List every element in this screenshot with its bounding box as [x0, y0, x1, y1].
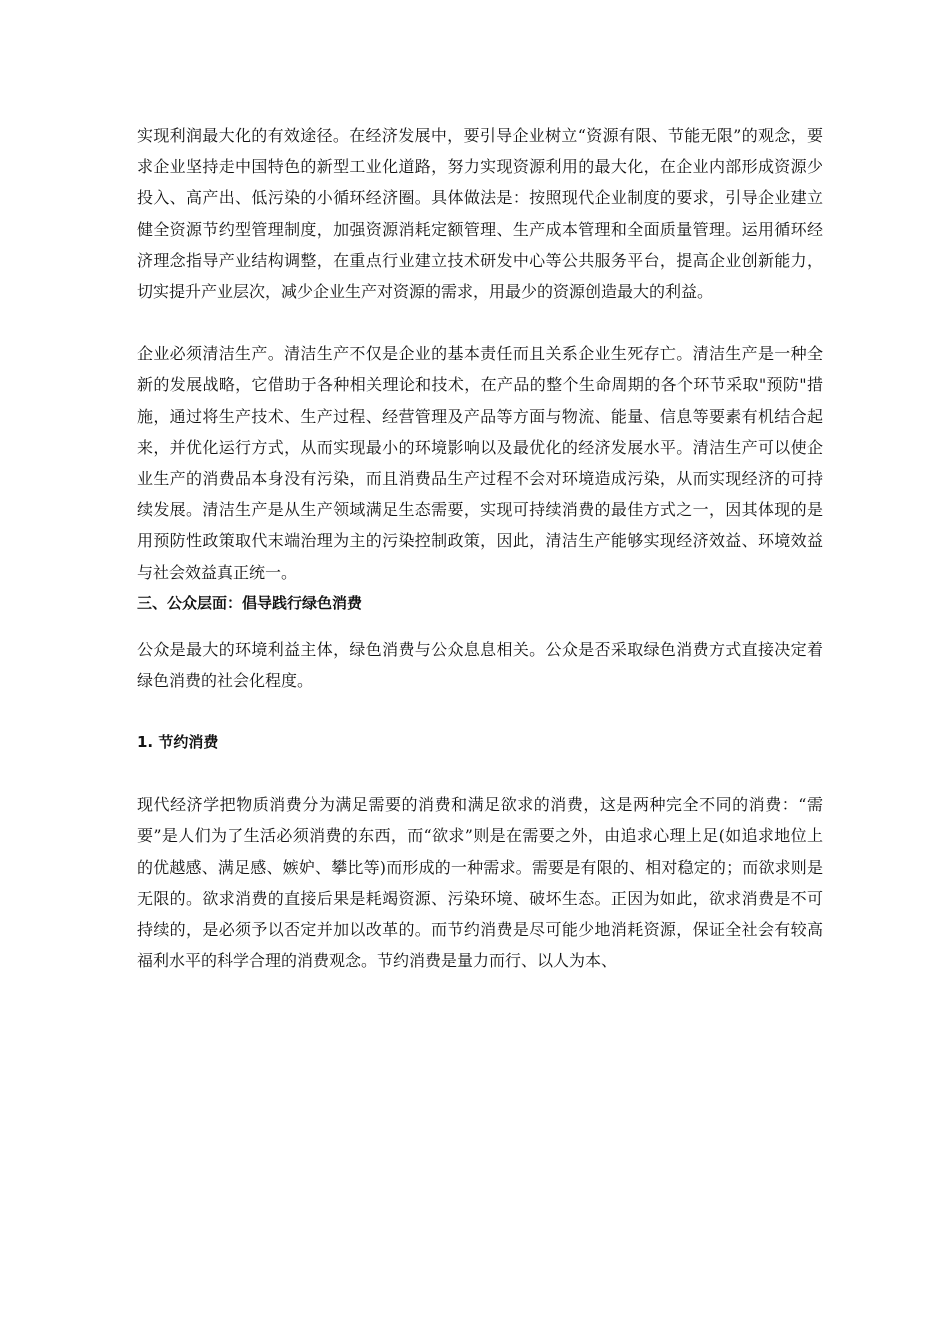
- paragraph-needs-vs-desires: 现代经济学把物质消费分为满足需要的消费和满足欲求的消费，这是两种完全不同的消费：“需要”是人们为了生活必须消费的东西，而“欲求”则是在需要之外，由追求心理上足(如追求地位上的优越感、满足感、嫉妒、攀比等)而形成的一种需求。需要是有限的、相对稳定的；而欲求则是无限的。欲求消费的直接后果是耗竭资源、污染环境、破坏生态。正因为如此，欲求消费是不可持续的，是必须予以否定并加以改革的。而节约消费是尽可能少地消耗资源，保证全社会有较高福利水平的科学合理的消费观念。节约消费是量力而行、以人为本、: [137, 795, 823, 971]
- section-heading-public-level: 三、公众层面：倡导践行绿色消费: [137, 593, 363, 612]
- paragraph-clean-production: 企业必须清洁生产。清洁生产不仅是企业的基本责任而且关系企业生死存亡。清洁生产是一种全新的发展战略，它借助于各种相关理论和技术，在产品的整个生命周期的各个环节采取"预防"措施，通过将生产技术、生产过程、经营管理及产品等方面与物流、能量、信息等要素有机结合起来，并优化运行方式，从而实现最小的环境影响以及最优化的经济发展水平。清洁生产可以使企业生产的消费品本身没有污染，而且消费品生产过程不会对环境造成污染，从而实现经济的可持续发展。清洁生产是从生产领域满足生态需要，实现可持续消费的最佳方式之一，因其体现的是用预防性政策取代末端治理为主的污染控制政策，因此，清洁生产能够实现经济效益、环境效益与社会效益真正统一。: [137, 344, 823, 582]
- document-body: [137, 120, 823, 976]
- paragraph-profit-maximization: 实现利润最大化的有效途径。在经济发展中，要引导企业树立“资源有限、节能无限”的观念，要求企业坚持走中国特色的新型工业化道路，努力实现资源利用的最大化，在企业内部形成资源少投入、高产出、低污染的小循环经济圈。具体做法是：按照现代企业制度的要求，引导企业建立健全资源节约型管理制度，加强资源消耗定额管理、生产成本管理和全面质量管理。运用循环经济理念指导产业结构调整，在重点行业建立技术研发中心等公共服务平台，提高企业创新能力，切实提升产业层次，减少企业生产对资源的需求，用最少的资源创造最大的利益。: [137, 126, 823, 302]
- subsection-heading-saving-consumption: 1. 节约消费: [137, 733, 219, 752]
- paragraph-public-green-consumption: 公众是最大的环境利益主体，绿色消费与公众息息相关。公众是否采取绿色消费方式直接决定着绿色消费的社会化程度。: [137, 639, 823, 691]
